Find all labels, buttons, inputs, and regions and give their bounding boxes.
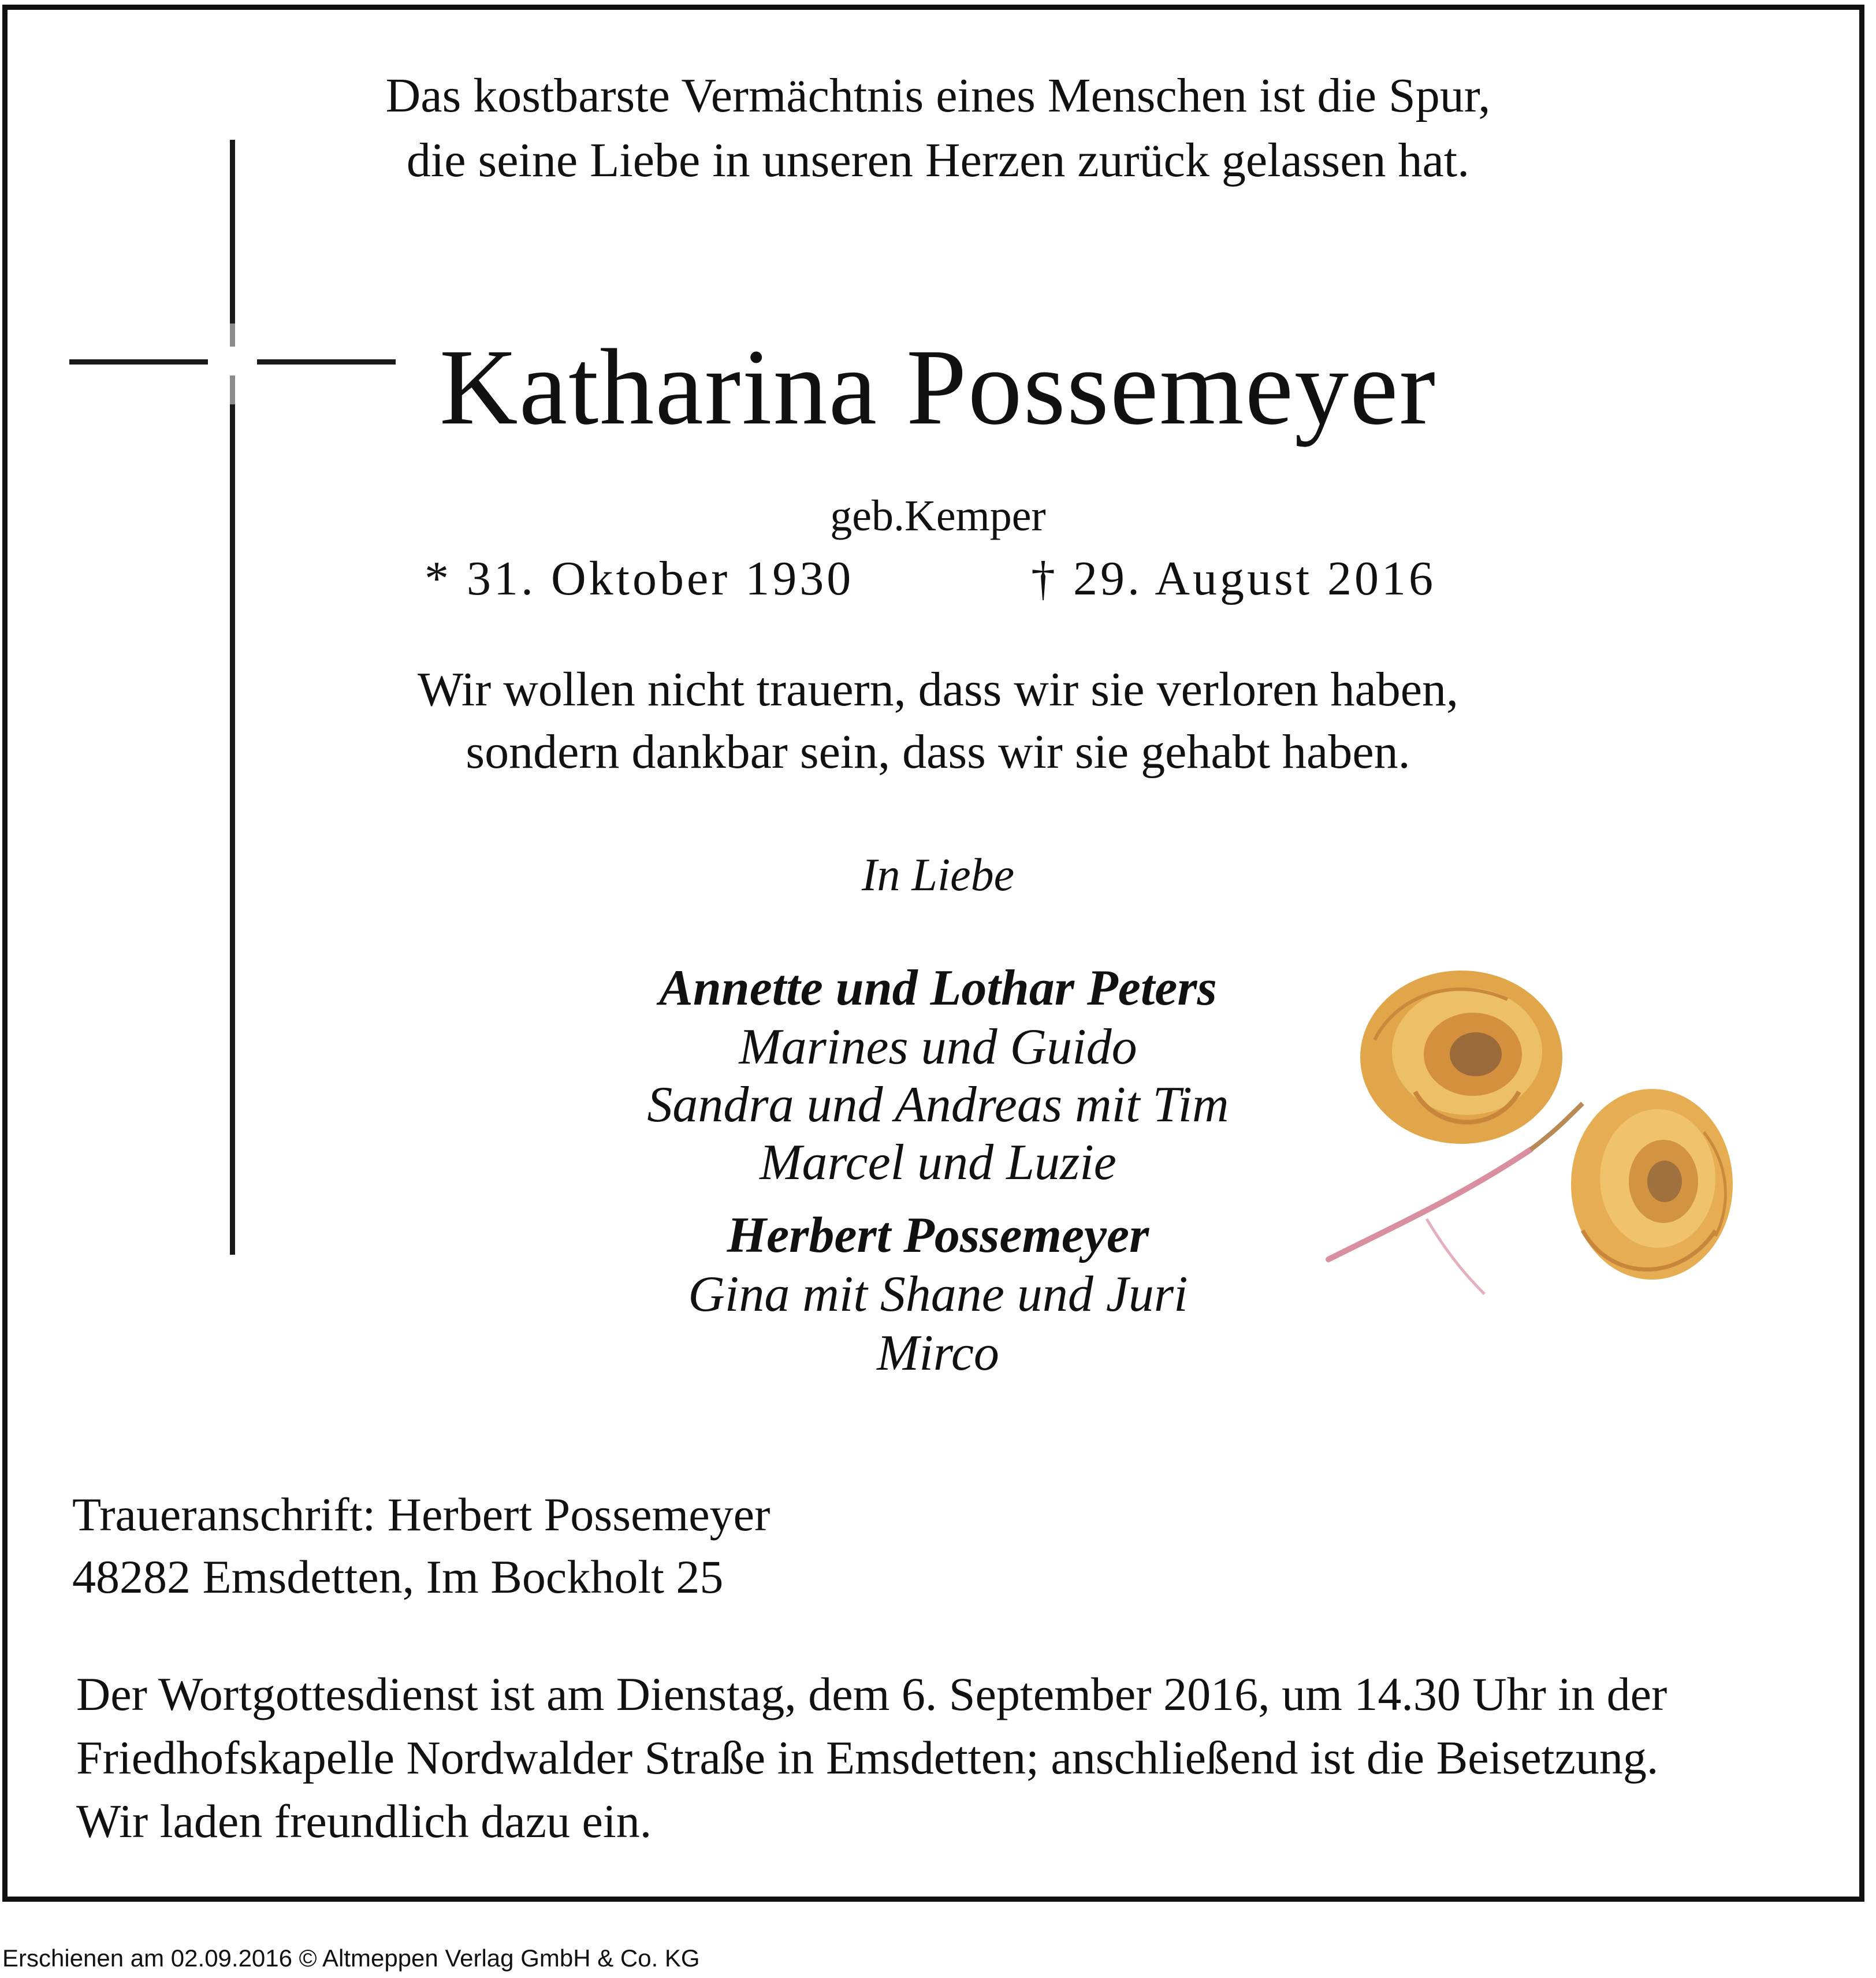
family-member-primary: Herbert Possemeyer: [727, 1207, 1149, 1263]
roses-illustration: [1311, 959, 1773, 1334]
address-line: 48282 Emsdetten, Im Bockholt 25: [72, 1551, 724, 1603]
quote-line: sondern dankbar sein, dass wir sie gehabt haben.: [466, 725, 1410, 779]
service-line: Friedhofskapelle Nordwalder Straße in Emsdetten; anschließend ist die Beisetzung.: [76, 1731, 1659, 1784]
closing-phrase: In Liebe: [861, 850, 1015, 901]
service-line: Wir laden freundlich dazu ein.: [76, 1795, 652, 1847]
motto: [0, 64, 1876, 193]
family-member: Gina mit Shane und Juri: [688, 1266, 1188, 1322]
birth-date: * 31. Oktober 1930: [425, 552, 854, 605]
service-announcement: [76, 1663, 1667, 1853]
family-member: Mirco: [877, 1325, 999, 1381]
address-line: Traueranschrift: Herbert Possemeyer: [72, 1488, 770, 1541]
motto-line: die seine Liebe in unseren Herzen zurück gelassen hat.: [406, 133, 1470, 187]
publication-footer: Erschienen am 02.09.2016 © Altmeppen Verlag GmbH & Co. KG: [2, 1944, 700, 1972]
family-member: Marines und Guido: [739, 1019, 1137, 1075]
motto-line: Das kostbarste Vermächtnis eines Menschen ist die Spur,: [385, 69, 1491, 122]
death-date: † 29. August 2016: [1031, 552, 1436, 605]
memorial-quote: [0, 659, 1876, 783]
service-line: Der Wortgottesdienst ist am Dienstag, dem 6. September 2016, um 14.30 Uhr in der: [76, 1668, 1667, 1720]
family-member: Marcel und Luzie: [760, 1135, 1116, 1191]
family-member-primary: Annette und Lothar Peters: [659, 960, 1217, 1016]
family-member: Sandra und Andreas mit Tim: [647, 1077, 1229, 1133]
mourning-address: [72, 1484, 770, 1608]
maiden-name: geb.Kemper: [830, 492, 1046, 540]
deceased-name: Katharina Possemeyer: [439, 326, 1437, 447]
quote-line: Wir wollen nicht trauern, dass wir sie verloren haben,: [417, 663, 1459, 716]
